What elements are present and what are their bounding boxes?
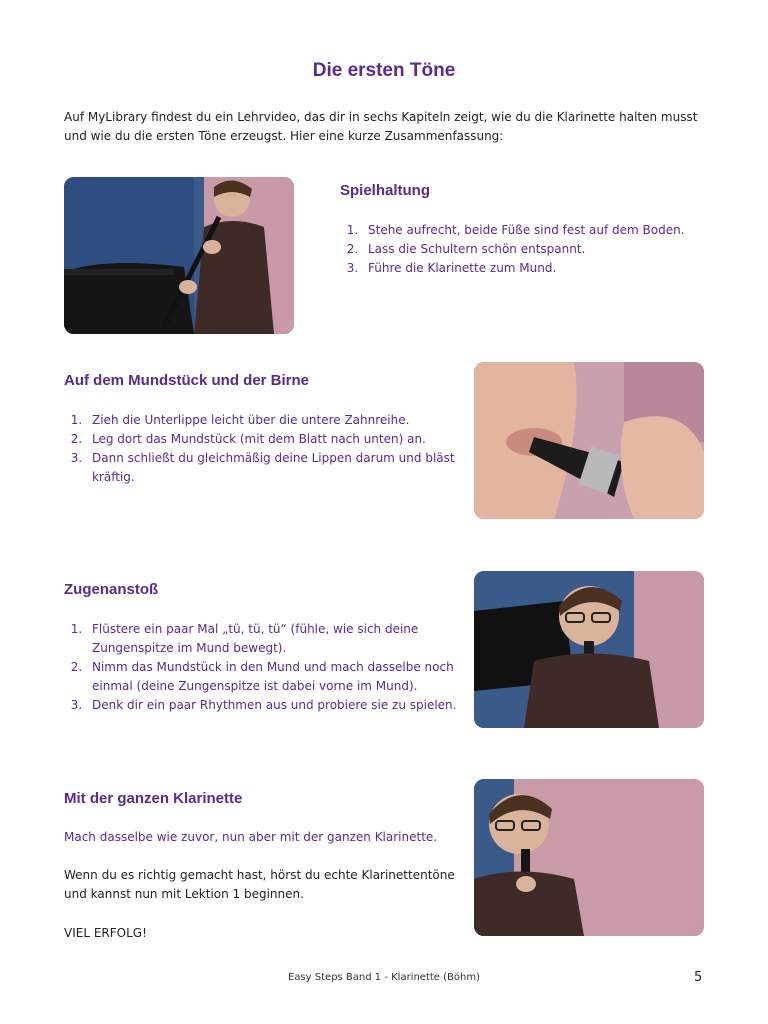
list-item: 3. Führe die Klarinette zum Mund. bbox=[362, 259, 712, 278]
list-item: 3. Dann schließt du gleichmäßig deine Lippen darum und bläst kräftig. bbox=[86, 449, 476, 487]
list-item: 2. Nimm das Mundstück in den Mund und mach dasselbe noch einmal (deine Zungenspitze ist dabei vorne im Mund). bbox=[86, 658, 476, 696]
heading-zungenanstoss: Zugenanstoß bbox=[64, 581, 159, 598]
closing-text: VIEL ERFOLG! bbox=[64, 926, 147, 940]
photo-mouthpiece-closeup bbox=[474, 362, 704, 519]
footer-text: Easy Steps Band 1 - Klarinette (Böhm) bbox=[288, 972, 480, 983]
heading-mundstueck: Auf dem Mundstück und der Birne bbox=[64, 372, 310, 389]
list-item: 2. Leg dort das Mundstück (mit dem Blatt nach unten) an. bbox=[86, 430, 476, 449]
steps-mundstueck bbox=[64, 411, 476, 487]
heading-ganze-klarinette: Mit der ganzen Klarinette bbox=[64, 790, 243, 807]
list-item: 1. Stehe aufrecht, beide Füße sind fest auf dem Boden. bbox=[362, 221, 712, 240]
photo-boy-with-mouthpiece bbox=[474, 571, 704, 728]
page-number: 5 bbox=[694, 970, 703, 985]
list-item: 1. Flüstere ein paar Mal „tü, tü, tü“ (fühle, wie sich deine Zungenspitze im Mund bewegt). bbox=[86, 620, 476, 658]
page-title: Die ersten Töne bbox=[312, 60, 456, 81]
steps-zungenanstoss bbox=[64, 620, 476, 715]
paragraph-echte-toene: Wenn du es richtig gemacht hast, hörst du echte Klarinettentöne und kannst nun mit Lektion 1 beginnen. bbox=[64, 868, 455, 901]
list-item: 1. Zieh die Unterlippe leicht über die untere Zahnreihe. bbox=[86, 411, 476, 430]
photo-boy-playing-full-clarinet bbox=[474, 779, 704, 936]
steps-spielhaltung bbox=[340, 221, 712, 278]
photo-boy-playing-clarinet bbox=[64, 177, 294, 334]
list-item: 3. Denk dir ein paar Rhythmen aus und probiere sie zu spielen. bbox=[86, 696, 476, 715]
list-item: 2. Lass die Schultern schön entspannt. bbox=[362, 240, 712, 259]
paragraph-ganze-klarinette: Mach dasselbe wie zuvor, nun aber mit der ganzen Klarinette. bbox=[64, 830, 438, 844]
heading-spielhaltung: Spielhaltung bbox=[340, 182, 430, 199]
intro-paragraph: Auf MyLibrary findest du ein Lehrvideo, das dir in sechs Kapiteln zeigt, wie du die Klarinette halten musst und wie du die ersten Töne erzeugst. Hier eine kurze Zusammenfassung: bbox=[64, 110, 698, 143]
